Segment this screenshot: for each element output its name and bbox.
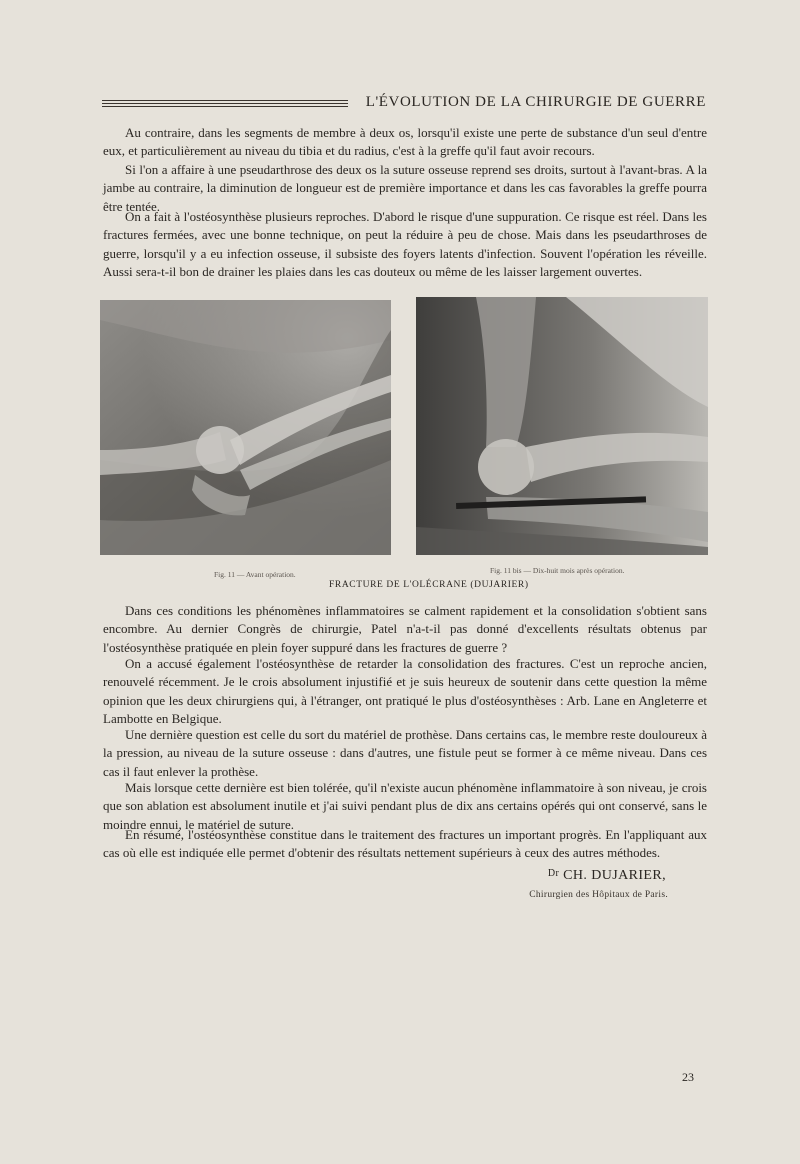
paragraph: Dans ces conditions les phénomènes inflammatoires se calment rapidement et la consolidation s'obtient sans encombre. Au dernier Congrès de chirurgie, Patel n'a-t-il pas donné d'excellents résultats obtenus par l'ostéosynthèse pratiquée en plein foyer suppuré dans les fractures de guerre ?	[103, 603, 707, 655]
xray-after-figure	[416, 297, 708, 555]
page-number: 23	[682, 1070, 694, 1084]
paragraph: Une dernière question est celle du sort du matériel de prothèse. Dans certains cas, le membre reste douloureux à la pression, au niveau de la suture osseuse : dans d'autres, une fistule peut se former à ce même niveau. Dans ces cas il faut enlever la prothèse.	[103, 727, 707, 779]
paragraph: Mais lorsque cette dernière est bien tolérée, qu'il n'existe aucun phénomène inflammatoire à son niveau, je crois que son ablation est absolument inutile et j'ai suivi pendant plus de dix ans certains opérés qui ont conservé, sans le moindre ennui, le matériel de suture.	[103, 780, 707, 832]
header-title: L'ÉVOLUTION DE LA CHIRURGIE DE GUERRE	[365, 94, 706, 110]
header-rule	[102, 100, 348, 101]
figure-caption-left: Fig. 11 — Avant opération.	[214, 570, 296, 579]
header-rule	[102, 103, 348, 104]
paragraph: On a fait à l'ostéosynthèse plusieurs reproches. D'abord le risque d'une suppuration. Ce risque est réel. Dans les fractures fermées, avec une bonne technique, on peut la réduire à peu de chose. Mais dans les pseudarthroses de guerre, lorsqu'il y a eu infection osseuse, il subsiste des foyers latents d'infection. Souvent l'opération les réveille. Aussi sera-t-il bon de drainer les plaies dans les cas douteux ou même de les laisser largement ouvertes.	[103, 209, 707, 280]
paragraph: Au contraire, dans les segments de membre à deux os, lorsqu'il existe une perte de substance d'un seul d'entre eux, et particulièrement au niveau du tibia et du radius, c'est à la greffe qu'il faut avoir recours.	[103, 125, 707, 159]
xray-after-image	[416, 297, 708, 555]
xray-before-image	[100, 300, 391, 555]
signature-prefix: Dr	[547, 868, 560, 879]
signature-name-text: CH. DUJARIER,	[563, 868, 666, 883]
signature-name	[548, 868, 666, 884]
paragraph: En résumé, l'ostéosynthèse constitue dans le traitement des fractures un important progrès. En l'appliquant aux cas où elle est indiquée elle permet d'obtenir des résultats nettement supérieurs à ceux des autres méthodes.	[103, 827, 707, 861]
header-rule	[102, 106, 348, 107]
signature-role: Chirurgien des Hôpitaux de Paris.	[529, 890, 668, 900]
xray-before-figure	[100, 300, 391, 555]
paragraph: Si l'on a affaire à une pseudarthrose des deux os la suture osseuse reprend ses droits, surtout à l'avant-bras. A la jambe au contraire, la diminution de longueur est de première importance et dans les cas favorables la greffe pourra être tentée.	[103, 162, 707, 214]
figure-title: FRACTURE DE L'OLÉCRANE (DUJARIER)	[329, 580, 529, 590]
figure-caption-right: Fig. 11 bis — Dix-huit mois après opération.	[490, 566, 625, 575]
running-header	[102, 94, 706, 114]
paragraph: On a accusé également l'ostéosynthèse de retarder la consolidation des fractures. C'est un reproche ancien, renouvelé récemment. Je le crois absolument injustifié et je suis heureux de soutenir dans cette question la même opinion que les deux chirurgiens qui, à l'étranger, ont pratiqué le plus d'ostéosynthèses : Arb. Lane en Angleterre et Lambotte en Belgique.	[103, 656, 707, 727]
